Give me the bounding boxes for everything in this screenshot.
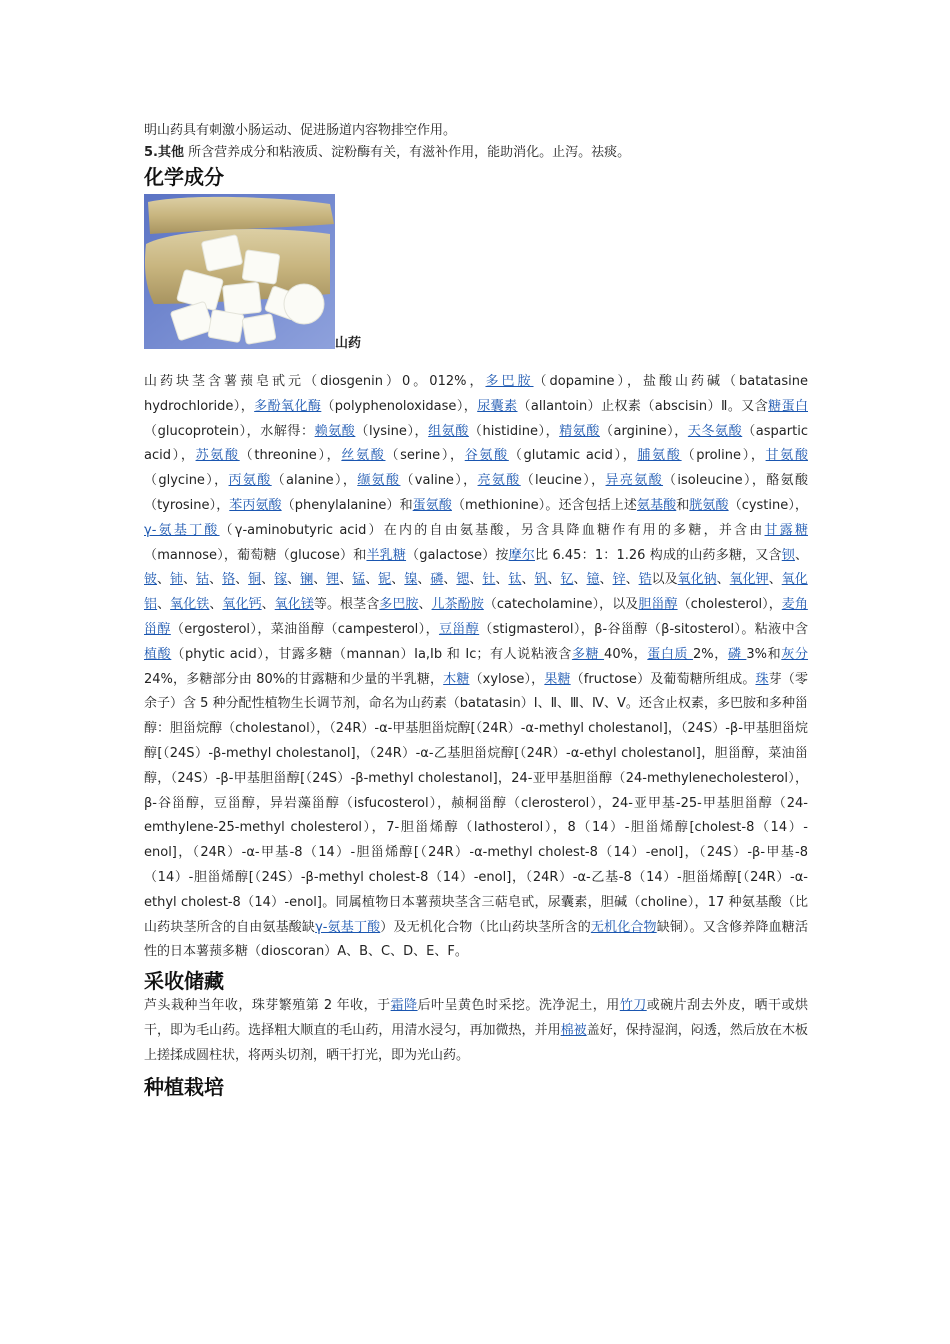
term-link[interactable]: 氧化铁 [170, 597, 210, 613]
yam-photo [144, 194, 335, 349]
body-text: 芽（零余子）含 5 种分配性植物生长调节剂，命名为山药素（batatasin）Ⅰ、Ⅱ、Ⅲ、Ⅳ、Ⅴ。还含止权素，多巴胺和多种甾醇：胆甾烷醇（cholestanol），（24R）-α-甲基胆甾烷醇[（24R）-α-methyl cholestanol]，（24S）-β-甲基胆甾烷醇[（24S）-β-methyl cholestanol]，（24R）-α-乙基胆甾烷醇[（24R）-α-ethyl cholestanol]，胆甾醇，菜油甾醇，（24S）-β-甲基胆甾醇[（24S）-β-methyl cholestanol]，24-亚甲基胆甾醇（24-methylenecholesterol），β-谷甾醇，豆甾醇，异岩藻甾醇（isfucosterol），赪桐甾醇（clerosterol），24-亚甲基-25-甲基胆甾醇（24-emthylene-25-methyl cholesterol），7-胆甾烯醇（lathosterol），8（14）-胆甾烯醇[cholest-8（14）-enol]，（24R）-α-甲基-8（14）-胆甾烯醇[（24R）-α-methyl cholest-8（14）-enol]，（24S）-β-甲基-8（14）-胆甾烯醇[（24S）-β-methyl cholest-8（14）-enol]，（24R）-α-乙基-8（14）-胆甾烯醇[（24R）-α-ethyl cholest-8（14）-enol]。同属植物日本薯蓣块茎含三萜皂甙，尿囊素，胆碱（choline），17 种氨基酸（比山药块茎所含的自由氨基酸缺 [144, 671, 808, 935]
term-link[interactable]: 多巴胺 [379, 597, 419, 613]
yam-photo-drawing [144, 194, 335, 349]
body-text: （leucine）， [520, 473, 606, 489]
body-text: 或碗片刮去外皮，晒干或烘干，即为毛山药。选择粗大顺直的毛山药，用清水浸匀，再加微热，并用 [144, 998, 808, 1038]
body-text: （alanine）， [271, 473, 358, 489]
other-label: 5.其他 [144, 145, 184, 160]
figure-yam [144, 194, 808, 360]
body-text: （allantoin）止权素（abscisin）Ⅱ。又含 [517, 398, 769, 414]
term-link[interactable]: 异亮氨酸 [605, 473, 664, 489]
term-link[interactable]: 氧化镁 [274, 597, 314, 613]
term-link[interactable]: 苏氨酸 [195, 448, 240, 464]
term-link[interactable]: 丝氨酸 [341, 448, 386, 464]
term-link[interactable]: 胱氨酸 [689, 497, 729, 513]
term-link[interactable]: 铜 [248, 572, 262, 588]
body-text: 、 [261, 572, 275, 588]
body-text: 、 [209, 572, 223, 588]
body-text: （isoleucine），酪氨酸（tyrosine）， [144, 473, 808, 513]
term-link[interactable]: 甘露糖 [764, 522, 808, 538]
body-text: 、 [469, 572, 483, 588]
body-text: （phytic acid），甘露多糖（mannan）Ia,Ib 和 Ic；有人说粘液含 [171, 646, 572, 662]
term-link[interactable]: 木糖 [443, 671, 470, 687]
term-link[interactable]: 钡 [781, 547, 795, 563]
body-text: ）及无机化合物（比山药块茎所含的 [380, 919, 591, 935]
term-link[interactable]: 钛 [508, 572, 522, 588]
body-text: （catecholamine），以及 [483, 597, 639, 613]
term-link[interactable]: 半乳糖 [366, 547, 407, 563]
term-link[interactable]: 儿茶酚胺 [431, 597, 484, 613]
body-text: 、 [417, 572, 431, 588]
body-text: （γ-aminobutyric acid）在内的自由氨基酸，另含具降血糖作有用的多糖，并含由 [219, 522, 765, 538]
term-link[interactable]: 丙氨酸 [228, 473, 272, 489]
term-link[interactable]: 亮氨酸 [477, 473, 521, 489]
term-link[interactable]: 谷氨酸 [464, 448, 509, 464]
term-link[interactable]: 脯氨酸 [637, 448, 682, 464]
term-link[interactable]: 精氨酸 [559, 423, 600, 439]
term-link[interactable]: 果糖 [544, 671, 571, 687]
term-link[interactable]: 钴 [196, 572, 210, 588]
chemistry-paragraph [144, 370, 808, 965]
body-text: 、 [573, 572, 587, 588]
body-text: （fructose）及葡萄糖所组成。 [570, 671, 756, 687]
term-link[interactable]: 锂 [326, 572, 340, 588]
term-link[interactable]: 霜降 [390, 998, 418, 1014]
body-text: 、 [418, 597, 432, 613]
term-link[interactable]: 无机化合物 [590, 919, 657, 935]
body-text: （cystine）， [728, 497, 808, 513]
term-link[interactable]: 珠 [755, 671, 769, 687]
body-text: 、 [287, 572, 301, 588]
body-text: 3%和 [746, 646, 782, 662]
term-link[interactable]: 蛋白质 [647, 646, 693, 662]
term-link[interactable]: 氧化钙 [222, 597, 262, 613]
term-link[interactable]: 磷 [727, 646, 747, 662]
body-text: 、 [599, 572, 613, 588]
body-text: 山药块茎含薯蓣皂甙元（diosgenin）0。012%， [144, 374, 486, 389]
body-text: 、 [183, 572, 197, 588]
harvest-paragraph [144, 994, 808, 1068]
body-text: （cholesterol）， [677, 597, 782, 613]
term-link[interactable]: 赖氨酸 [314, 423, 356, 439]
figure-caption: 山药 [335, 336, 362, 351]
document-page [144, 120, 808, 1100]
term-link[interactable]: γ-氨基丁酸 [315, 919, 381, 935]
body-text: （polyphenoloxidase）， [321, 398, 478, 414]
body-text: （arginine）， [599, 423, 688, 439]
body-text: 、 [313, 572, 327, 588]
body-text: 盖好，保持湿润，闷透，然后放在木板上搓揉成圆柱状，将两头切剂，晒干打光，即为光山药。 [144, 1022, 808, 1063]
body-text: （ergosterol），菜油甾醇（campesterol）， [170, 621, 439, 637]
term-link[interactable]: 镓 [274, 572, 288, 588]
body-text: （proline）， [681, 448, 766, 464]
term-link[interactable]: 镍 [404, 572, 418, 588]
term-link[interactable]: 糖蛋白 [768, 398, 808, 414]
body-text: 、 [521, 572, 535, 588]
term-link[interactable]: 组氨酸 [428, 423, 469, 439]
body-text: （threonine）， [239, 448, 342, 464]
body-text: （dopamine），盐酸山药碱（batatasine hydrochloride）， [144, 374, 808, 414]
term-link[interactable]: 蛋氨酸 [412, 497, 452, 513]
body-text: 、 [716, 572, 730, 588]
term-link[interactable]: 灰分 [781, 646, 808, 662]
body-text: 后叶呈黄色时采挖。洗净泥土，用 [417, 998, 620, 1014]
term-link[interactable]: 棉被 [560, 1022, 587, 1038]
body-text: （serine）， [385, 448, 465, 464]
term-link[interactable]: 多糖 [571, 646, 605, 662]
body-text: （glycine）， [144, 473, 229, 489]
body-text: 、 [391, 572, 405, 588]
term-link[interactable]: 天冬氨酸 [687, 423, 743, 439]
body-text: 、 [365, 572, 379, 588]
term-link[interactable]: 竹刀 [619, 998, 647, 1014]
term-link[interactable]: 钒 [534, 572, 548, 588]
term-link[interactable]: 钇 [560, 572, 574, 588]
intro-line: 明山药具有刺激小肠运动、促进肠道内容物排空作用。 [144, 123, 457, 138]
term-link[interactable]: 锶 [456, 572, 470, 588]
term-link[interactable]: 尿囊素 [477, 398, 518, 414]
body-text: （lysine）， [355, 423, 429, 439]
term-link[interactable]: 麦角甾醇 [144, 597, 808, 637]
term-link[interactable]: 植酸 [144, 646, 172, 662]
term-link[interactable]: 甘氨酸 [765, 448, 808, 464]
term-link[interactable]: 锰 [352, 572, 366, 588]
other-text: 所含营养成分和粘液质、淀粉酶有关，有滋补作用，能助消化。止泻。祛痰。 [183, 145, 631, 160]
term-link[interactable]: 铈 [170, 572, 184, 588]
term-link[interactable]: γ-氨基丁酸 [144, 522, 220, 538]
body-text: 、 [261, 597, 275, 613]
body-text: （glucoprotein），水解得： [144, 423, 315, 439]
term-link[interactable]: 氧化铝 [144, 572, 808, 613]
body-text: （histidine）， [468, 423, 560, 439]
term-link[interactable]: 豆甾醇 [438, 621, 480, 637]
term-link[interactable]: 镧 [300, 572, 314, 588]
body-text: （phenylalanine）和 [281, 497, 413, 513]
body-text: 、 [625, 572, 639, 588]
term-link[interactable]: 镱 [586, 572, 600, 588]
section-title-planting: 种植栽培 [144, 1074, 224, 1099]
body-text: 等。根茎含 [313, 597, 380, 613]
term-link[interactable]: 多巴胺 [485, 374, 534, 389]
body-text: 、 [157, 597, 171, 613]
other-paragraph [144, 142, 808, 164]
term-link[interactable]: 铬 [222, 572, 236, 588]
term-link[interactable]: 锆 [638, 572, 652, 588]
term-link[interactable]: 磷 [430, 572, 444, 588]
body-text: 40%， [604, 646, 648, 662]
body-text: （valine）， [400, 473, 478, 489]
term-link[interactable]: 氧化钠 [677, 572, 717, 588]
term-link[interactable]: 钍 [482, 572, 496, 588]
term-link[interactable]: 缬氨酸 [357, 473, 401, 489]
term-link[interactable]: 苯丙氨酸 [229, 497, 282, 513]
term-link[interactable]: 锌 [612, 572, 626, 588]
term-link[interactable]: 胆甾醇 [638, 597, 678, 613]
body-text: 、 [157, 572, 171, 588]
body-text: 、 [339, 572, 353, 588]
body-text: 芦头栽种当年收，珠芽繁殖第 2 年收，于 [144, 998, 391, 1014]
section-title-chemistry: 化学成分 [144, 165, 224, 189]
body-text: 、 [495, 572, 509, 588]
body-text: 、 [794, 547, 808, 563]
body-text: （glutamic acid）， [508, 448, 638, 464]
body-text: 、 [235, 572, 249, 588]
term-link[interactable]: 氨基酸 [636, 497, 677, 513]
body-text: 、 [209, 597, 223, 613]
body-text: 24%，多糖部分由 80%的甘露糖和少量的半乳糖， [144, 671, 444, 687]
term-link[interactable]: 氧化钾 [729, 572, 769, 588]
term-link[interactable]: 多酚氧化酶 [254, 398, 322, 414]
body-text: （aspartic acid）， [144, 423, 808, 464]
body-text: 和 [676, 497, 690, 513]
term-link[interactable]: 铍 [144, 572, 158, 588]
body-text: （stigmasterol），β-谷甾醇（β-sitosterol）。粘液中含 [479, 621, 808, 637]
body-text: 以及 [651, 572, 678, 588]
body-text: 缺铜）。又含修养降血糖活性的日本薯蓣多糖（dioscoran）A、B、C、D、E、F。 [144, 919, 808, 960]
body-text: （galactose）按 [406, 547, 509, 563]
body-text: （xylose）， [469, 671, 545, 687]
term-link[interactable]: 铌 [378, 572, 392, 588]
body-text: （mannose），葡萄糖（glucose）和 [144, 547, 367, 563]
term-link[interactable]: 摩尔 [508, 547, 535, 563]
body-text: 2%， [693, 646, 728, 662]
body-text: 、 [768, 572, 782, 588]
body-text: 、 [547, 572, 561, 588]
body-text: 比 6.45：1：1.26 构成的山药多糖，又含 [534, 547, 782, 563]
body-text: 、 [443, 572, 457, 588]
body-text: （methionine）。还含包括上述 [451, 497, 637, 513]
intro-paragraph [144, 120, 808, 142]
section-title-harvest: 采收储藏 [144, 969, 224, 994]
